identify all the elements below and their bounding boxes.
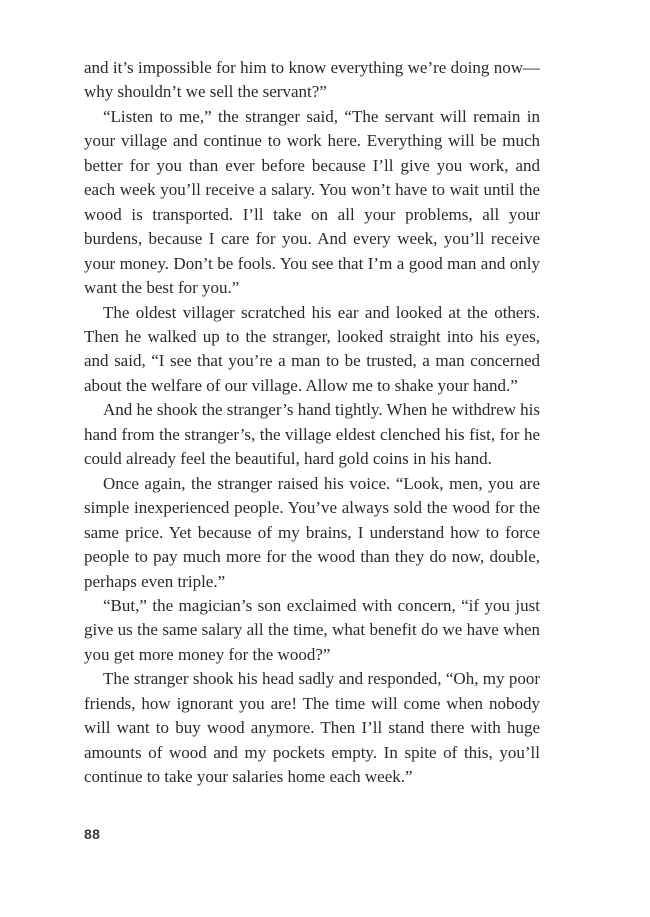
paragraph: and it’s impossible for him to know everything we’re doing now—why shouldn’t we sell the servant?” bbox=[84, 58, 540, 102]
paragraph: “But,” the magician’s son exclaimed with concern, “if you just give us the same salary all the time, what benefit do we have when you get more money for the wood?” bbox=[84, 595, 540, 664]
body-text bbox=[84, 56, 540, 790]
page-number: 88 bbox=[84, 826, 101, 842]
paragraph: The oldest villager scratched his ear and looked at the others. Then he walked up to the stranger, looked straight into his eyes, and said, “I see that you’re a man to be trusted, a man concerned about the welfare of our village. Allow me to shake your hand.” bbox=[84, 302, 540, 395]
paragraph: Once again, the stranger raised his voice. “Look, men, you are simple inexperienced people. You’ve always sold the wood for the same price. Yet because of my brains, I understand how to force people to pay much more for the wood than they do now, double, perhaps even triple.” bbox=[84, 473, 540, 591]
paragraph: And he shook the stranger’s hand tightly. When he withdrew his hand from the stranger’s, the village eldest clenched his fist, for he could already feel the beautiful, hard gold coins in his hand. bbox=[84, 400, 540, 469]
paragraph: “Listen to me,” the stranger said, “The servant will remain in your village and continue to work here. Everything will be much better for you than ever before because I’ll give you work, and each week you’ll receive a salary. You won’t have to wait until the wood is transported. I’ll take on all your problems, all your burdens, because I care for you. And every week, you’ll receive your money. Don’t be fools. You see that I’m a good man and only want the best for you.” bbox=[84, 106, 540, 298]
paragraph: The stranger shook his head sadly and responded, “Oh, my poor friends, how ignorant you are! The time will come when nobody will want to buy wood anymore. Then I’ll stand there with huge amounts of wood and my pockets empty. In spite of this, you’ll continue to take your salaries home each week.” bbox=[84, 669, 540, 787]
